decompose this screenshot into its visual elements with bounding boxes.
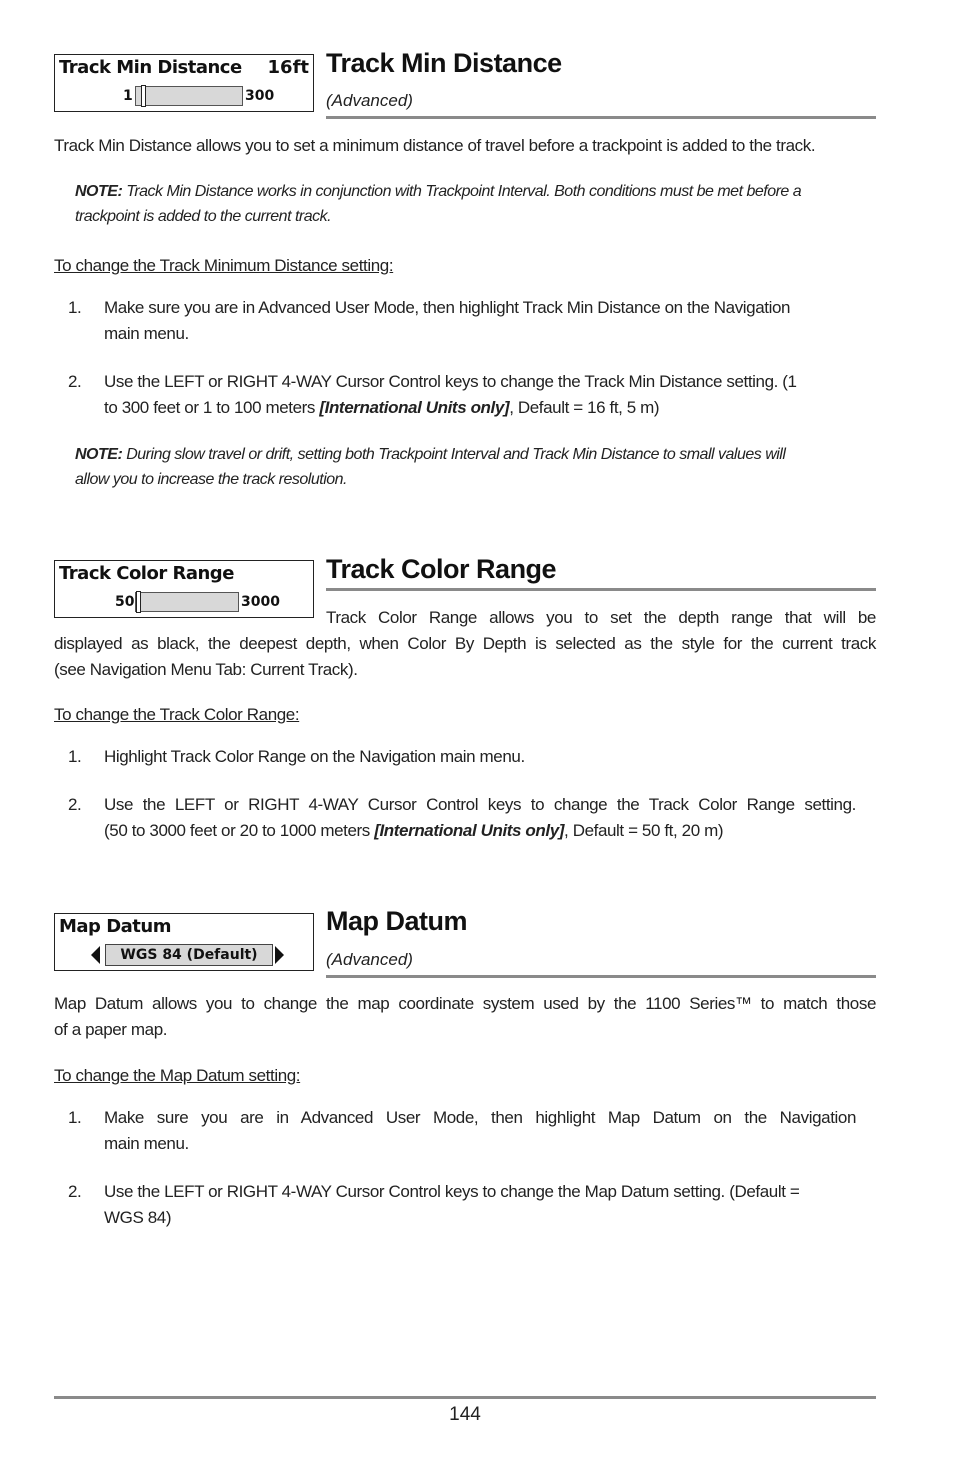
note-block: NOTE: During slow travel or drift, setting both Trackpoint Interval and Track Min Distance to small values will allow you to increase the track resolution. bbox=[75, 446, 786, 488]
section-heading-track-color-range: Track Color Range bbox=[326, 554, 557, 584]
heading-rule bbox=[326, 116, 876, 119]
section-subheading: (Advanced) bbox=[326, 91, 413, 110]
arrow-right-icon bbox=[275, 946, 284, 964]
note-label: NOTE: bbox=[75, 446, 123, 463]
intro-term: Track Min Distance bbox=[54, 136, 192, 155]
intro-paragraph: Track Color Range allows you to set the depth range that will be displayed as black, the deepest depth, when Color By Depth is selected as the style for the current track (see Navigation Menu Tab: Current Track). bbox=[54, 608, 876, 679]
step-item: 2. Use the LEFT or RIGHT 4-WAY Cursor Control keys to change the Track Min Distance setting. (1 to 300 feet or 1 to 100 meters [International Units only], Default = 16 ft, 5 m) bbox=[68, 372, 797, 417]
intro-paragraph: Map Datum allows you to change the map coordinate system used by the 1100 Series™ to match those of a paper map. bbox=[54, 994, 876, 1039]
procedure-heading: To change the Track Color Range: bbox=[54, 705, 300, 724]
step-item: 2. Use the LEFT or RIGHT 4-WAY Cursor Control keys to change the Track Color Range setting. (50 to 3000 feet or 20 to 1000 meters [International Units only], Default = 50 ft, 20 m) bbox=[68, 795, 856, 840]
section-heading-map-datum: Map Datum bbox=[326, 906, 468, 936]
step-item: 1. Make sure you are in Advanced User Mode, then highlight Track Min Distance on the Navigation main menu. bbox=[68, 298, 791, 343]
arrow-left-icon bbox=[91, 946, 100, 964]
track-min-distance-menu-widget bbox=[54, 54, 314, 112]
intro-term: Map Datum bbox=[54, 994, 143, 1013]
slider-min-label: 50 bbox=[115, 594, 135, 610]
menu-title: Track Color Range bbox=[59, 563, 234, 584]
slider-track bbox=[135, 86, 243, 106]
step-item: 2. Use the LEFT or RIGHT 4-WAY Cursor Control keys to change the Map Datum setting. (Default = WGS 84) bbox=[68, 1182, 800, 1227]
slider-thumb bbox=[141, 85, 146, 107]
note-label: NOTE: bbox=[75, 183, 123, 200]
slider-min-label: 1 bbox=[123, 88, 133, 104]
procedure-heading: To change the Map Datum setting: bbox=[54, 1066, 301, 1085]
intro-paragraph: Track Min Distance allows you to set a minimum distance of travel before a trackpoint is added to the track. bbox=[54, 136, 816, 155]
heading-rule bbox=[326, 588, 876, 591]
menu-title: Track Min Distance bbox=[59, 57, 242, 78]
slider-max-label: 3000 bbox=[241, 594, 280, 610]
menu-title: Map Datum bbox=[59, 916, 171, 937]
page-number: 144 bbox=[449, 1404, 481, 1425]
section-heading-track-min-distance: Track Min Distance bbox=[326, 48, 562, 78]
section-subheading: (Advanced) bbox=[326, 950, 413, 969]
note-block: NOTE: Track Min Distance works in conjunction with Trackpoint Interval. Both conditions must be met before a trackpoint is added to the current track. bbox=[75, 183, 802, 225]
intro-term: Track Color Range bbox=[326, 608, 477, 627]
procedure-heading: To change the Track Minimum Distance setting: bbox=[54, 256, 394, 275]
slider-max-label: 300 bbox=[245, 88, 275, 104]
map-datum-menu-widget bbox=[54, 913, 314, 971]
datum-select-value: WGS 84 (Default) bbox=[105, 944, 273, 966]
menu-value: 16ft bbox=[267, 57, 309, 78]
step-item: 1. Make sure you are in Advanced User Mode, then highlight Map Datum on the Navigation main menu. bbox=[68, 1108, 856, 1153]
footer-rule bbox=[54, 1396, 876, 1399]
step-item: 1. Highlight Track Color Range on the Navigation main menu. bbox=[68, 747, 525, 766]
heading-rule bbox=[326, 975, 876, 978]
